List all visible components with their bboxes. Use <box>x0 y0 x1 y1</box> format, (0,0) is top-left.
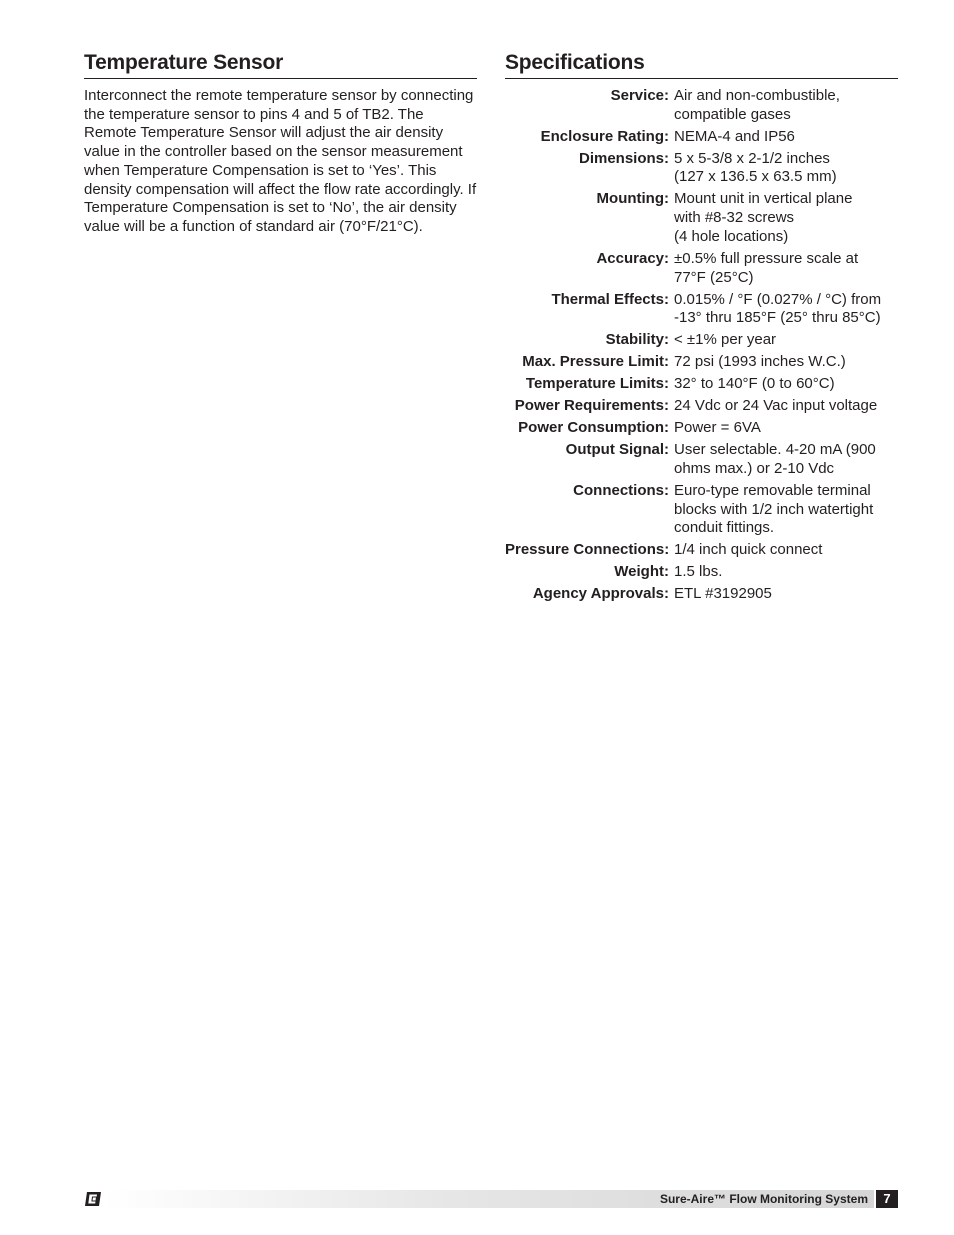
spec-value: ETL #3192905 <box>674 585 772 603</box>
spec-value: 24 Vdc or 24 Vac input voltage <box>674 397 878 415</box>
spec-label: Temperature Limits: <box>525 375 669 393</box>
spec-label: Accuracy: <box>596 249 669 267</box>
spec-row <box>505 87 898 124</box>
spec-label: Dimensions: <box>578 149 669 167</box>
spec-row <box>505 128 898 147</box>
specifications-table <box>505 87 898 604</box>
temperature-sensor-heading: Temperature Sensor <box>84 50 477 79</box>
spec-row <box>505 482 898 538</box>
spec-row <box>505 563 898 582</box>
spec-row <box>505 331 898 350</box>
spec-row <box>505 541 898 560</box>
spec-value: < ±1% per year <box>674 331 777 349</box>
spec-value: 1/4 inch quick connect <box>674 541 823 559</box>
spec-row <box>505 375 898 394</box>
spec-label: Output Signal: <box>565 441 669 459</box>
spec-value: Euro-type removable terminal blocks with 1/2 inch watertight conduit fittings. <box>674 481 874 537</box>
spec-label: Power Requirements: <box>514 397 669 415</box>
spec-label: Weight: <box>614 563 669 581</box>
spec-value: 1.5 lbs. <box>674 563 723 581</box>
spec-value: User selectable. 4-20 mA (900 ohms max.) or 2-10 Vdc <box>674 441 876 477</box>
footer-document-title: Sure-Aire™ Flow Monitoring System <box>659 1192 868 1206</box>
spec-label: Connections: <box>573 481 669 499</box>
specifications-section <box>505 50 898 607</box>
spec-row <box>505 419 898 438</box>
spec-value: 0.015% / °F (0.027% / °C) from -13° thru 185°F (25° thru 85°C) <box>674 290 882 327</box>
spec-label: Power Consumption: <box>518 419 669 437</box>
spec-row <box>505 150 898 187</box>
spec-label: Max. Pressure Limit: <box>522 353 669 371</box>
spec-value: NEMA-4 and IP56 <box>674 127 795 145</box>
specifications-heading: Specifications <box>505 50 898 79</box>
spec-row <box>505 585 898 604</box>
spec-label: Agency Approvals: <box>532 585 669 603</box>
spec-label: Mounting: <box>596 190 669 208</box>
spec-row <box>505 397 898 416</box>
spec-value: Mount unit in vertical plane with #8-32 screws (4 hole locations) <box>674 190 853 245</box>
spec-value: 72 psi (1993 inches W.C.) <box>674 353 846 371</box>
spec-value: ±0.5% full pressure scale at 77°F (25°C) <box>674 249 859 286</box>
spec-row <box>505 291 898 328</box>
page-number: 7 <box>876 1190 898 1208</box>
spec-row <box>505 353 898 372</box>
spec-value: 32° to 140°F (0 to 60°C) <box>674 375 835 393</box>
temperature-sensor-paragraph: Interconnect the remote temperature sensor by connecting the temperature sensor to pins 4 and 5 of TB2. The Remote Temperature Sensor will adjust the air density value in the controller based on the sensor measurement when Temperature Compensation is set to ‘Yes’. This density compensation will affect the flow rate accordingly. If Temperature Compensation is set to ‘No’, the air density value will be a function of standard air (70°F/21°C). <box>84 87 477 235</box>
spec-label: Enclosure Rating: <box>540 127 669 145</box>
spec-label: Service: <box>610 87 669 104</box>
temperature-sensor-section <box>84 50 477 237</box>
spec-row <box>505 250 898 287</box>
spec-row <box>505 441 898 478</box>
spec-row <box>505 190 898 246</box>
spec-value: Power = 6VA <box>674 419 761 437</box>
page-footer <box>84 1190 898 1208</box>
spec-label: Pressure Connections: <box>505 541 670 559</box>
greenheck-logo-icon <box>84 1190 102 1208</box>
spec-label: Stability: <box>605 331 669 349</box>
spec-value: Air and non-combustible, compatible gases <box>674 87 840 123</box>
spec-value: 5 x 5-3/8 x 2-1/2 inches (127 x 136.5 x 63.5 mm) <box>674 149 837 186</box>
spec-label: Thermal Effects: <box>551 290 669 308</box>
